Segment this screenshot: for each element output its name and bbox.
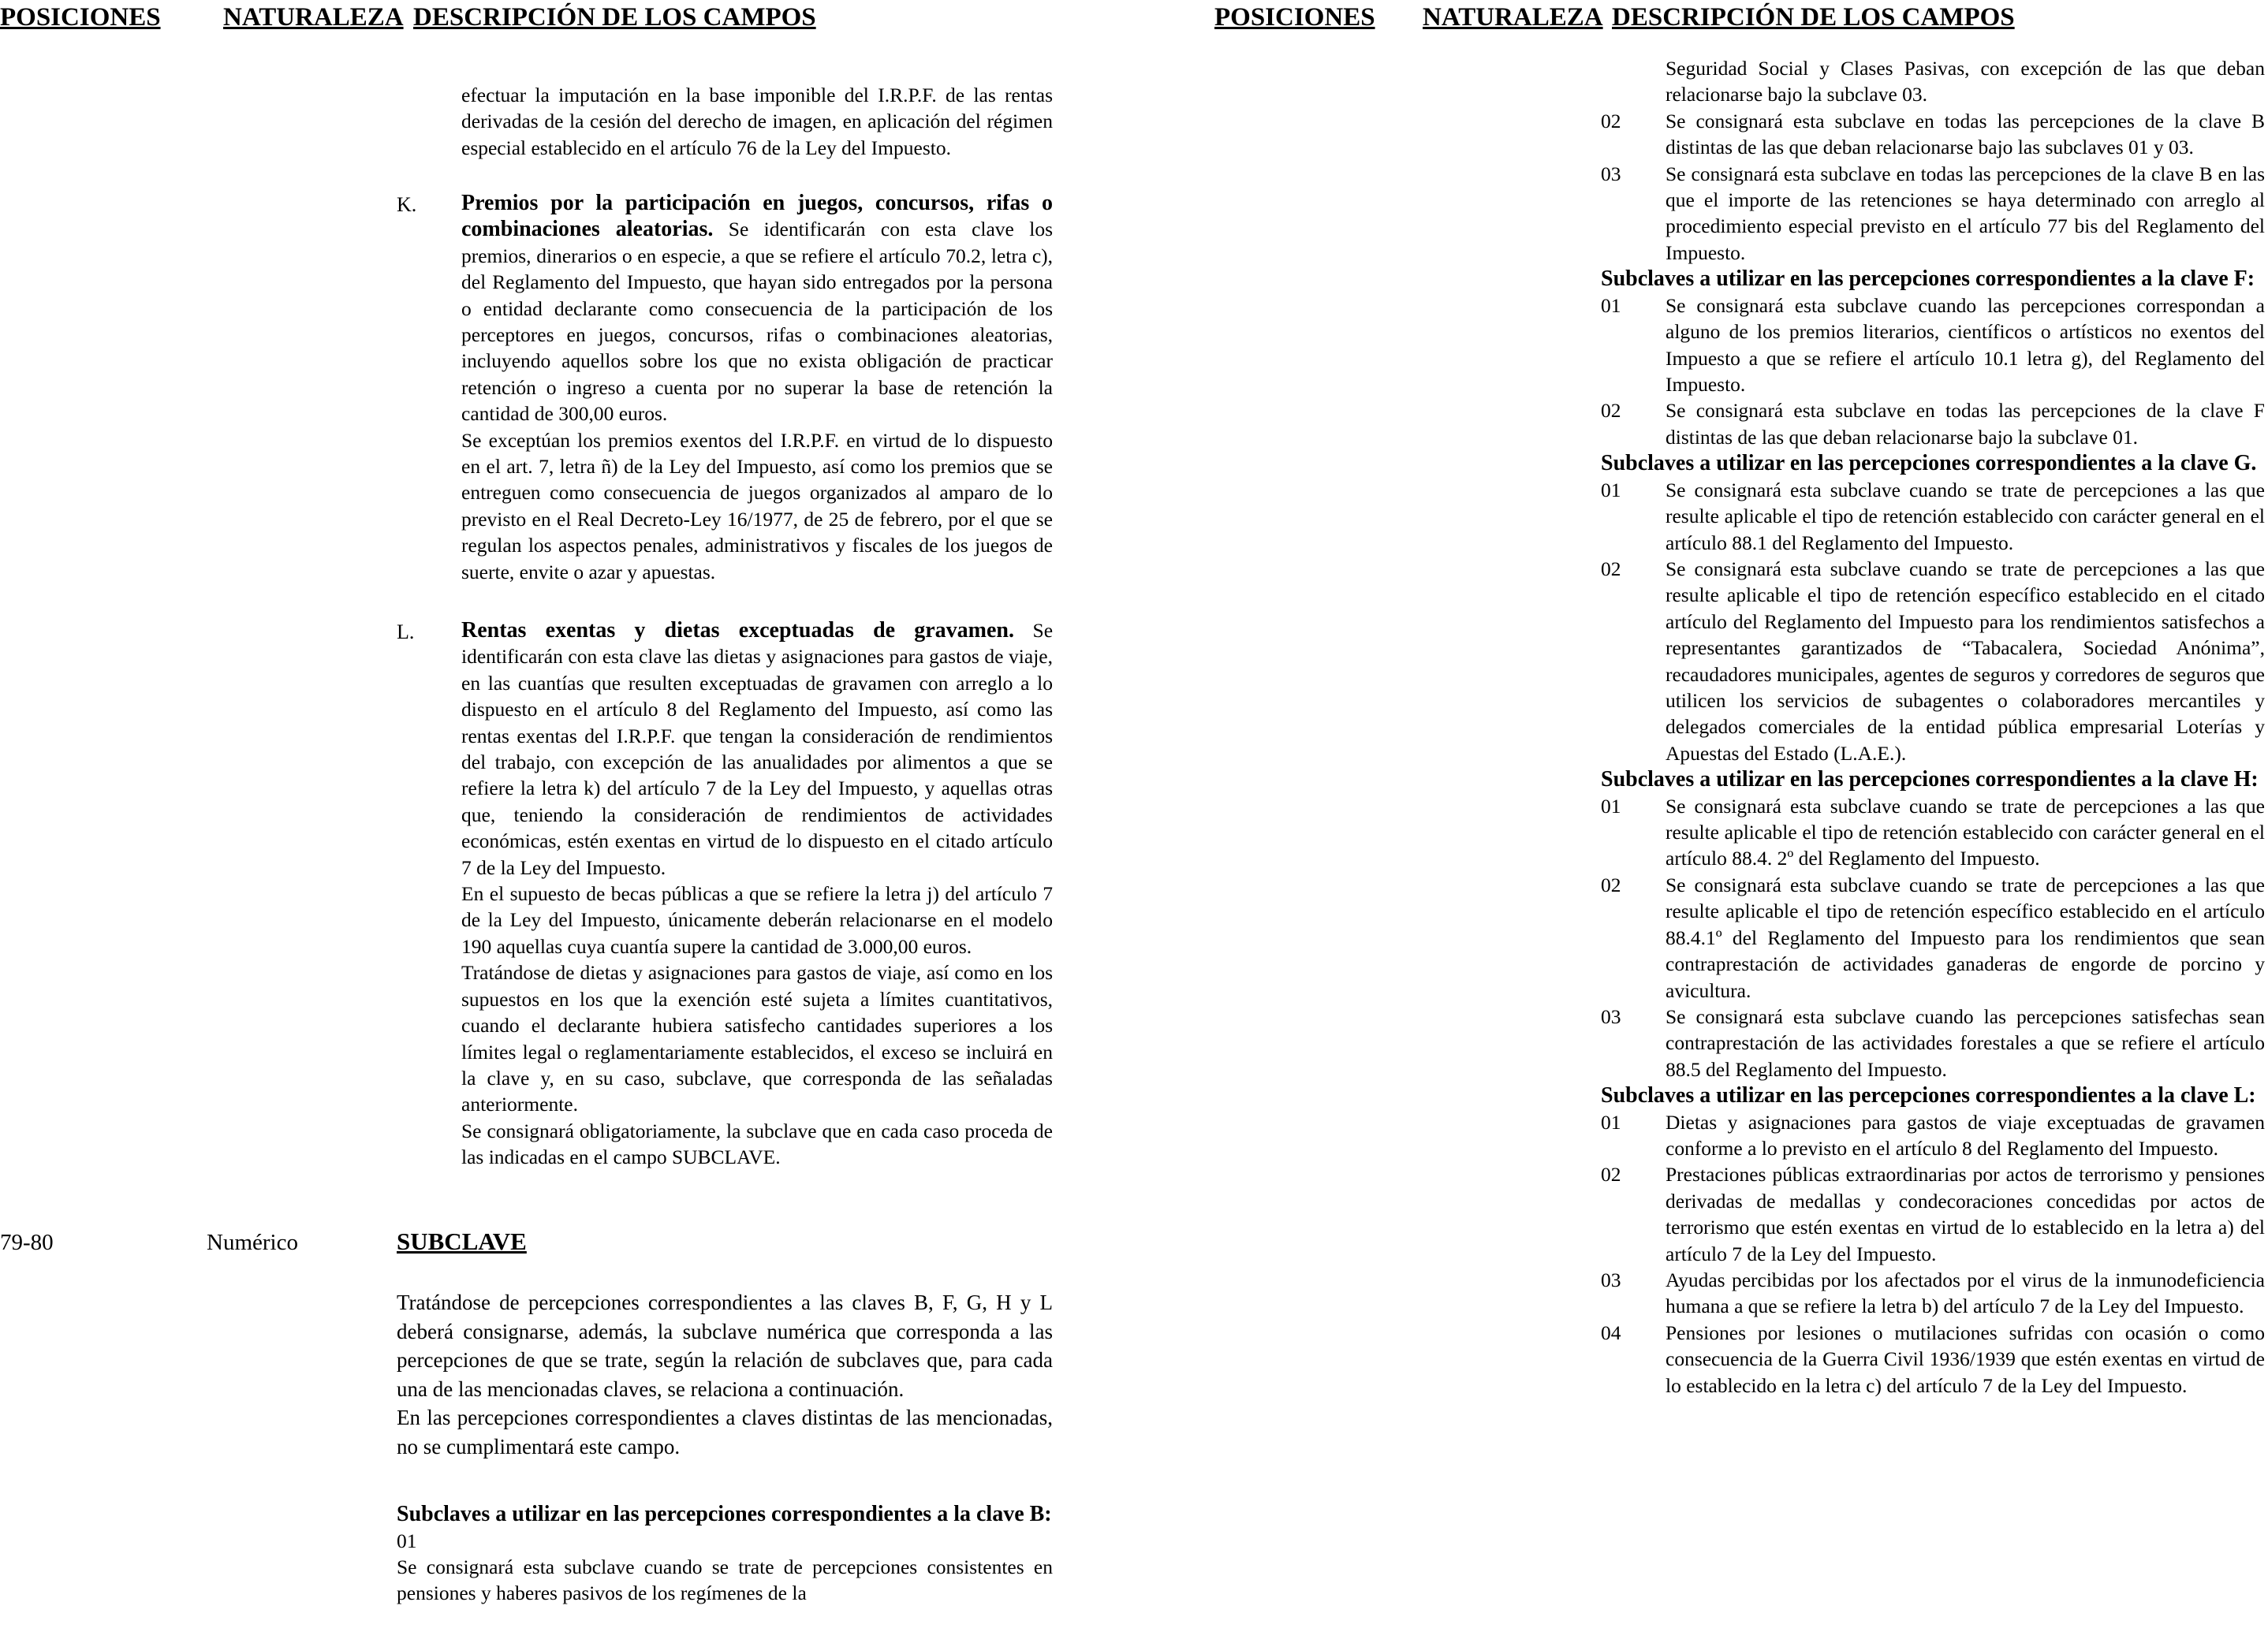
clave-b-heading: Subclaves a utilizar en las percepciones correspondientes a la clave B: <box>397 1502 1052 1526</box>
header-naturaleza-right: NATURALEZA <box>1423 3 1603 32</box>
clave-l-key: L. <box>397 620 415 643</box>
header-posiciones-right: POSICIONES <box>1214 3 1375 32</box>
clave-l-title: Rentas exentas y dietas exceptuadas de gravamen. <box>461 618 1014 643</box>
clave-l-item-03 <box>1601 1267 2265 1320</box>
clave-l-heading: Subclaves a utilizar en las percepciones correspondientes a la clave L: <box>1601 1083 2256 1108</box>
clave-h-item-02-text: Se consignará esta subclave cuando se trate de percepciones a las que resulte aplicable el tipo de retención específico establecido en el artículo 88.4.1º del Reglamento del Impuesto para los rendimientos que sean contraprestación de actividades ganaderas de engorde de porcino y avicultura. <box>1666 873 2265 1002</box>
clave-l-dietas: Tratándose de dietas y asignaciones para gastos de viaje, así como en los supuestos en los que la exención esté sujeta a límites cuantitativos, cuando el declarante hubiera satisfecho cantidades superiores a los límites legal o reglamentariamente establecidos, el exceso se incluirá en la clave y, en su caso, subclave, que corresponda de las señaladas anteriormente. <box>461 961 1053 1116</box>
header-naturaleza-left: NATURALEZA <box>223 3 404 32</box>
clave-h-item-03 <box>1601 1004 2265 1082</box>
subclave-paragraph-2: En las percepciones correspondientes a claves distintas de las mencionadas, no se cumplimentará este campo. <box>397 1406 1053 1458</box>
clave-g-item-01 <box>1601 477 2265 556</box>
field-naturaleza: Numérico <box>207 1230 298 1255</box>
clave-l-item-04 <box>1601 1320 2265 1399</box>
clave-g-heading: Subclaves a utilizar en las percepciones correspondientes a la clave G. <box>1601 451 2257 476</box>
clave-l-item-04-text: Pensiones por lesiones o mutilaciones sufridas con ocasión o como consecuencia de la Guerra Civil 1936/1939 que estén exentas en virtud de lo establecido en la letra c) del artículo 7 de la Ley del Impuesto. <box>1666 1321 2265 1397</box>
clave-g-item-02 <box>1601 556 2265 766</box>
clave-h-item-03-num: 03 <box>1601 1004 1621 1028</box>
clave-b-item-02-text: Se consignará esta subclave en todas las percepciones de la clave B distintas de las que deban relacionarse bajo las subclaves 01 y 03. <box>1666 109 2265 159</box>
clave-b-item-01-text: Se consignará esta subclave cuando se trate de percepciones consistentes en pensiones y haberes pasivos de los regímenes de la <box>397 1555 1053 1605</box>
clave-b-01-continuation: Seguridad Social y Clases Pasivas, con excepción de las que deban relacionarse bajo la subclave 03. <box>1666 57 2265 106</box>
clave-l-text: Se identificarán con esta clave las dietas y asignaciones para gastos de viaje, en las cuantías que resulten exceptuadas de gravamen con arreglo a lo dispuesto en el artículo 8 del Reglamento del Impuesto, así como las rentas exentas del I.R.P.F. que tengan la consideración de rendimientos del trabajo, con excepción de las anualidades por alimentos a que se refiere la letra k) del artículo 7 de la Ley del Impuesto, y aquellas otras que, teniendo la consideración de rendimientos de actividades económicas, estén exentas en virtud de lo dispuesto en el citado artículo 7 de la Ley del Impuesto. <box>461 619 1054 879</box>
header-posiciones-left: POSICIONES <box>0 3 161 32</box>
clave-h-heading: Subclaves a utilizar en las percepciones correspondientes a la clave H: <box>1601 767 2259 792</box>
clave-l-item-01 <box>1601 1109 2265 1162</box>
clave-g-item-02-num: 02 <box>1601 557 1621 580</box>
clave-b-item-01-num: 01 <box>397 1529 417 1552</box>
clave-l-item-02-num: 02 <box>1601 1163 1621 1187</box>
clave-b-item-03-num: 03 <box>1601 162 1621 185</box>
left-top-block <box>461 82 1053 161</box>
clave-f-heading: Subclaves a utilizar en las percepciones correspondientes a la clave F: <box>1601 266 2255 292</box>
clave-k-exception: Se exceptúan los premios exentos del I.R.P.F. en virtud de lo dispuesto en el art. 7, letra ñ) de la Ley del Impuesto, así como los premios que se entreguen como consecuencia de juegos organizados al amparo de lo previsto en el Real Decreto-Ley 16/1977, de 25 de febrero, por el que se regulan los aspectos penales, administrativos y fiscales de los juegos de suerte, envite o azar y apuestas. <box>461 428 1053 583</box>
clave-l-becas: En el supuesto de becas públicas a que se refiere la letra j) del artículo 7 de la Ley del Impuesto, únicamente deberán relacionarse en el modelo 190 aquellas cuya cuantía supere la cantidad de 3.000,00 euros. <box>461 882 1053 958</box>
clave-l-paragraph <box>461 617 1053 881</box>
clave-g-item-02-text: Se consignará esta subclave cuando se trate de percepciones a las que resulte aplicable el tipo de retención específico establecido en el citado artículo del Reglamento del Impuesto para los rendimientos satisfechos a representantes garantizados de “Tabacalera, Sociedad Anónima”, recaudadores municipales, agentes de seguros y corredores de seguros que utilicen los servicios de subagentes o colaboradores mercantiles y delegados comerciales de la entidad pública empresarial Loterías y Apuestas del Estado (L.A.E.). <box>1666 557 2265 765</box>
clave-f-item-01-text: Se consignará esta subclave cuando las percepciones correspondan a alguno de los premios literarios, científicos o artísticos no exentos del Impuesto a que se refiere el artículo 10.1 letra g), del Reglamento del Impuesto. <box>1666 293 2265 396</box>
right-column <box>1601 55 2265 1399</box>
clave-f-item-01 <box>1601 292 2265 398</box>
clave-b-item-03 <box>1601 161 2265 266</box>
clave-f-item-02-text: Se consignará esta subclave en todas las percepciones de la clave F distintas de las que deban relacionarse bajo la subclave 01. <box>1666 399 2265 449</box>
clave-l-item-02 <box>1601 1161 2265 1267</box>
field-posiciones: 79-80 <box>0 1230 54 1255</box>
header-descripcion-right: DESCRIPCIÓN DE LOS CAMPOS <box>1612 3 2015 32</box>
clave-k-paragraph <box>461 190 1053 427</box>
clave-b-item-01 <box>397 1528 1053 1607</box>
clave-g-item-01-num: 01 <box>1601 478 1621 501</box>
clave-b-item-02 <box>1601 108 2265 161</box>
clave-h-item-03-text: Se consignará esta subclave cuando las percepciones satisfechas sean contraprestación de las actividades forestales a que se refiere el artículo 88.5 del Reglamento del Impuesto. <box>1666 1004 2265 1081</box>
clave-k-block <box>397 190 1053 585</box>
clave-b-item-03-text: Se consignará esta subclave en todas las percepciones de la clave B en las que el importe de las retenciones se haya determinado con arreglo al procedimiento especial previsto en el artículo 77 bis del Reglamento del Impuesto. <box>1666 162 2265 264</box>
clave-h-item-02-num: 02 <box>1601 873 1621 896</box>
clave-b-section <box>397 1501 1053 1607</box>
clave-k-text: Se identificarán con esta clave los premios, dinerarios o en especie, a que se refiere el artículo 70.2, letra c), del Reglamento del Impuesto, que hayan sido entregados por la persona o entidad declarante como consecuencia de la participación de los perceptores en juegos, concursos, rifas o combinaciones aleatorias, incluyendo aquellos sobre los que no exista obligación de practicar retención o ingreso a cuenta por no superar la base de retención la cantidad de 300,00 euros. <box>461 218 1053 426</box>
clave-l-item-01-num: 01 <box>1601 1110 1621 1134</box>
clave-g-item-01-text: Se consignará esta subclave cuando se trate de percepciones a las que resulte aplicable el tipo de retención establecido con carácter general en el artículo 88.1 del Reglamento del Impuesto. <box>1666 478 2265 554</box>
clave-l-item-02-text: Prestaciones públicas extraordinarias por actos de terrorismo y pensiones derivadas de medallas y condecoraciones concedidas por actos de terrorismo que estén exentas en virtud de lo establecido en la letra a) del artículo 7 de la Ley del Impuesto. <box>1666 1163 2265 1265</box>
clave-l-item-01-text: Dietas y asignaciones para gastos de viaje exceptuadas de gravamen conforme a lo previsto en el artículo 8 del Reglamento del Impuesto. <box>1666 1110 2265 1160</box>
clave-f-item-02 <box>1601 397 2265 450</box>
subclave-paragraph-1: Tratándose de percepciones correspondientes a las claves B, F, G, H y L deberá consignarse, además, la subclave numérica que corresponda a las percepciones de que se trate, según la relación de subclaves que, para cada una de las mencionadas claves, se relaciona a continuación. <box>397 1291 1053 1401</box>
clave-f-item-01-num: 01 <box>1601 293 1621 317</box>
field-name: SUBCLAVE <box>397 1228 527 1255</box>
header-descripcion-left: DESCRIPCIÓN DE LOS CAMPOS <box>413 3 816 32</box>
clave-k-title: Premios por la participación en juegos, concursos, rifas o combinaciones aleatorias. <box>461 191 1053 242</box>
clave-l-item-03-num: 03 <box>1601 1268 1621 1292</box>
clave-l-item-03-text: Ayudas percibidas por los afectados por el virus de la inmunodeficiencia humana a que se refiere la letra b) del artículo 7 de la Ley del Impuesto. <box>1666 1268 2265 1318</box>
clave-f-item-02-num: 02 <box>1601 399 1621 423</box>
subclave-block <box>397 1288 1053 1461</box>
clave-l-item-04-num: 04 <box>1601 1321 1621 1344</box>
clave-h-item-01-num: 01 <box>1601 794 1621 818</box>
clave-h-item-01-text: Se consignará esta subclave cuando se trate de percepciones a las que resulte aplicable el tipo de retención establecido con carácter general en el artículo 88.4. 2º del Reglamento del Impuesto. <box>1666 794 2265 870</box>
clave-h-item-01 <box>1601 793 2265 872</box>
intro-paragraph: efectuar la imputación en la base imponible del I.R.P.F. de las rentas derivadas de la cesión del derecho de imagen, en aplicación del régimen especial establecido en el artículo 76 de la Ley del Impuesto. <box>461 84 1053 159</box>
clave-b-item-02-num: 02 <box>1601 109 1621 132</box>
clave-h-item-02 <box>1601 872 2265 1004</box>
clave-k-key: K. <box>397 193 417 216</box>
clave-l-obligatoria: Se consignará obligatoriamente, la subclave que en cada caso proceda de las indicadas en el campo SUBCLAVE. <box>461 1119 1053 1169</box>
clave-l-block <box>397 617 1053 1171</box>
